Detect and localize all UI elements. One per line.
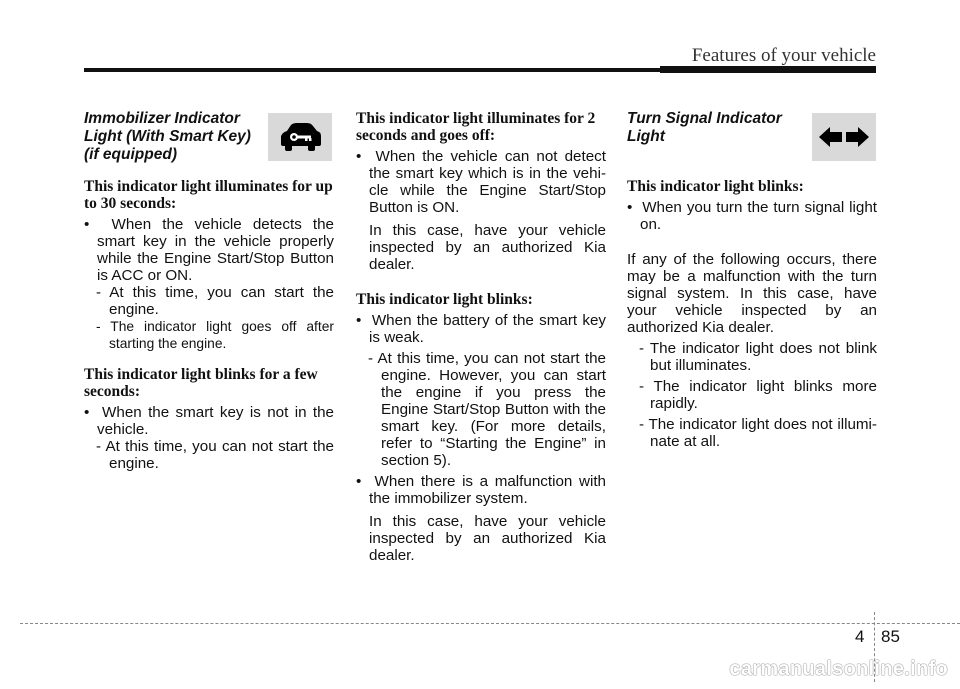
header-rule-accent	[660, 66, 876, 73]
sub-heading: This indicator light illuminates for up to 30 seconds:	[84, 178, 333, 212]
sub-heading: This indicator light illuminates for 2 seconds and goes off:	[356, 110, 596, 144]
watermark: carmanualsonline.info	[729, 658, 948, 680]
body-paragraph: If any of the following occurs, there may be a malfunction with the turn signal system. In this case, have your vehicle inspected by an authorized Kia dealer.	[627, 251, 877, 336]
title-line: Immobilizer Indicator	[84, 110, 240, 127]
dash-item: - The indicator light goes off after starting the engine.	[96, 319, 334, 351]
turn-signal-arrows-icon	[812, 113, 876, 161]
bullet-item: • When the vehicle detects the smart key in the vehicle properly while the Engine Start/Stop Button is ACC or ON.	[84, 216, 334, 284]
running-header-title: Features of your vehicle	[691, 45, 876, 66]
dash-item: - At this time, you can not start the engine. However, you can start the engine if you press the Engine Start/Stop Button with the smart key. (For more details, refer to “Starting the Engine” in section 5).	[368, 350, 606, 469]
column-immobilizer-cont	[356, 110, 606, 564]
title-line: (if equipped)	[84, 146, 177, 163]
dash-item: - The indicator light does not blink but illuminates.	[639, 340, 877, 374]
continuation-text: In this case, have your vehicle inspected by an authorized Kia dealer.	[369, 513, 606, 564]
dash-item: - The indicator light does not illumi-nate at all.	[639, 416, 877, 450]
title-line: Light	[627, 128, 665, 145]
dash-item: - The indicator light blinks more rapidly.	[639, 378, 877, 412]
bullet-item: • When there is a malfunction with the immobilizer system.	[356, 473, 606, 507]
chapter-number: 4	[855, 627, 865, 646]
title-line: Light (With Smart Key)	[84, 128, 251, 145]
title-line: Turn Signal Indicator	[627, 110, 782, 127]
continuation-text: In this case, have your vehicle inspected by an authorized Kia dealer.	[369, 222, 606, 273]
bullet-item: • When the vehicle can not detect the smart key which is in the vehi-cle while the Engine Start/Stop Button is ON.	[356, 148, 606, 216]
section-title-turn-signal	[627, 110, 802, 146]
column-immobilizer	[84, 110, 334, 472]
page-number: 85	[881, 627, 900, 646]
bullet-item: • When you turn the turn signal light on.	[627, 199, 877, 233]
car-key-icon	[268, 113, 332, 161]
sub-heading: This indicator light blinks for a few seconds:	[84, 366, 318, 400]
bullet-item: • When the smart key is not in the vehicle.	[84, 404, 334, 438]
sub-heading: This indicator light blinks:	[627, 178, 804, 195]
dash-item: - At this time, you can start the engine.	[96, 284, 334, 318]
column-turn-signal	[627, 110, 877, 450]
section-title-immobilizer	[84, 110, 259, 164]
sub-heading: This indicator light blinks:	[356, 291, 533, 308]
bullet-item: • When the battery of the smart key is weak.	[356, 312, 606, 346]
dash-item: - At this time, you can not start the engine.	[96, 438, 334, 472]
footer-rule	[20, 623, 960, 624]
